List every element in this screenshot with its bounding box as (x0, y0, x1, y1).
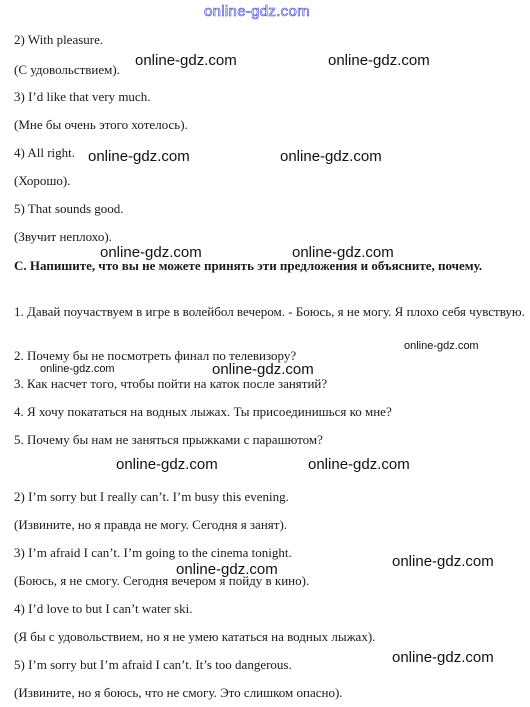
watermark: online-gdz.com (392, 553, 494, 570)
answer-line: 3) I’d like that very much. (14, 89, 151, 104)
exercise-item: 2. Почему бы не посмотреть финал по телевизору? (14, 348, 297, 363)
answer-line: 2) I’m sorry but I really can’t. I’m busy this evening. (14, 489, 289, 504)
exercise-item: 3. Как насчет того, чтобы пойти на каток после занятий? (14, 376, 328, 391)
watermark: online-gdz.com (392, 649, 494, 666)
exercise-item: 5. Почему бы нам не заняться прыжками с парашютом? (14, 432, 323, 447)
answer-line: 4) All right. (14, 145, 76, 160)
answer-line: 4) I’d love to but I can’t water ski. (14, 601, 193, 616)
watermark: online-gdz.com (88, 148, 190, 165)
watermark: online-gdz.com (292, 244, 394, 261)
translation-line: (С удовольствием). (14, 62, 120, 77)
watermark: online-gdz.com (176, 561, 278, 578)
watermark: online-gdz.com (328, 52, 430, 69)
exercise-item: 1. Давай поучаствуем в игре в волейбол вечером. - Боюсь, я не могу. Я плохо себя чувствую. (14, 304, 525, 319)
answer-line: 3) I’m afraid I can’t. I’m going to the cinema tonight. (14, 545, 292, 560)
answer-line: 5) That sounds good. (14, 201, 124, 216)
watermark: online-gdz.com (308, 456, 410, 473)
translation-line: (Звучит неплохо). (14, 229, 112, 244)
watermark-top: online-gdz.com (204, 3, 310, 20)
watermark: online-gdz.com (100, 244, 202, 261)
answer-line: 5) I’m sorry but I’m afraid I can’t. It’s too dangerous. (14, 657, 292, 672)
watermark: online-gdz.com (116, 456, 218, 473)
translation-line: (Извините, но я правда не могу. Сегодня я занят). (14, 517, 288, 532)
translation-line: (Боюсь, я не смогу. Сегодня вечером я пойду в кино). (14, 573, 310, 588)
watermark: online-gdz.com (135, 52, 237, 69)
translation-line: (Извините, но я боюсь, что не смогу. Это слишком опасно). (14, 685, 343, 700)
exercise-item: 4. Я хочу покататься на водных лыжах. Ты присоединишься ко мне? (14, 404, 392, 419)
watermark: online-gdz.com (40, 363, 115, 375)
watermark: online-gdz.com (404, 340, 479, 352)
translation-line: (Я бы с удовольствием, но я не умею кататься на водных лыжах). (14, 629, 376, 644)
answer-line: 2) With pleasure. (14, 32, 104, 47)
section-heading: C. Напишите, что вы не можете принять эти предложения и объясните, почему. (14, 258, 483, 273)
translation-line: (Хорошо). (14, 173, 71, 188)
watermark: online-gdz.com (280, 148, 382, 165)
watermark: online-gdz.com (212, 361, 314, 378)
translation-line: (Мне бы очень этого хотелось). (14, 117, 188, 132)
